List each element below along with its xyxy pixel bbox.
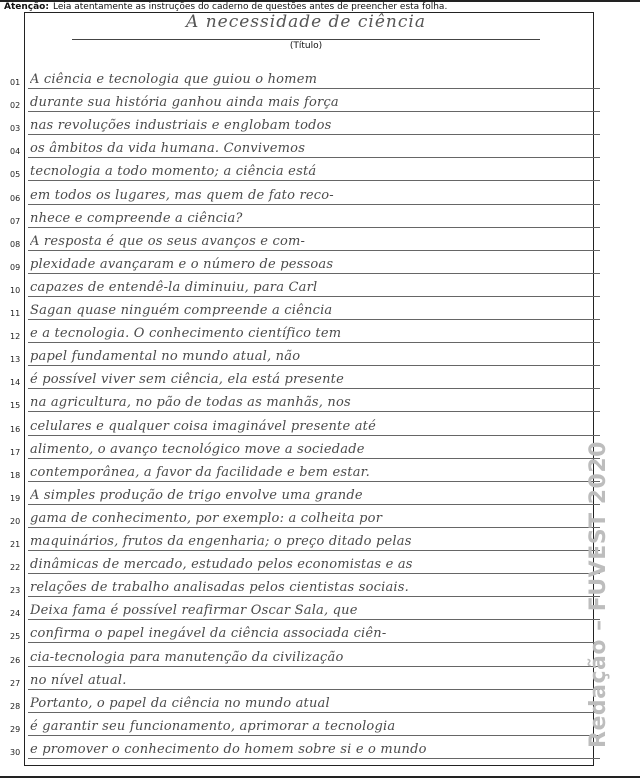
essay-line — [0, 228, 600, 251]
handwritten-text: relações de trabalho analisadas pelos cientistas sociais. — [30, 580, 409, 596]
line-number: 24 — [10, 609, 21, 619]
line-number: 19 — [10, 493, 21, 503]
essay-line — [0, 551, 600, 574]
handwritten-text: celulares e qualquer coisa imaginável presente até — [30, 418, 376, 434]
handwritten-text: Portanto, o papel da ciência no mundo atual — [30, 695, 330, 711]
line-number: 12 — [10, 332, 21, 342]
handwritten-text: e promover o conhecimento do homem sobre si e o mundo — [30, 741, 427, 757]
essay-line — [0, 89, 600, 112]
handwritten-text: papel fundamental no mundo atual, não — [30, 349, 301, 365]
handwritten-text: é possível viver sem ciência, ela está presente — [30, 372, 344, 388]
handwritten-text: os âmbitos da vida humana. Convivemos — [30, 141, 306, 157]
essay-line — [0, 413, 600, 436]
essay-line — [0, 320, 600, 343]
handwritten-text: A resposta é que os seus avanços e com- — [30, 233, 306, 249]
line-number: 05 — [10, 170, 21, 180]
essay-line — [0, 736, 600, 759]
line-number: 10 — [10, 285, 21, 295]
handwritten-text: Sagan quase ninguém compreende a ciência — [30, 303, 333, 319]
essay-line — [0, 274, 600, 297]
handwritten-text: maquinários, frutos da engenharia; o preço ditado pelas — [30, 534, 412, 550]
line-number: 02 — [10, 101, 21, 111]
essay-line — [0, 574, 600, 597]
essay-line — [0, 343, 600, 366]
line-number: 23 — [10, 586, 21, 596]
line-number: 28 — [10, 701, 21, 711]
line-number: 08 — [10, 239, 21, 249]
essay-line — [0, 205, 600, 228]
essay-line — [0, 644, 600, 667]
line-number: 27 — [10, 678, 21, 688]
line-number: 17 — [10, 447, 21, 457]
handwritten-text: no nível atual. — [30, 672, 127, 688]
essay-line — [0, 528, 600, 551]
line-number: 26 — [10, 655, 21, 665]
line-number: 01 — [10, 78, 21, 88]
handwritten-text: alimento, o avanço tecnológico move a sociedade — [30, 441, 365, 457]
essay-line — [0, 690, 600, 713]
essay-line — [0, 182, 600, 205]
essay-line — [0, 297, 600, 320]
handwritten-text: capazes de entendê-la diminuiu, para Carl — [30, 279, 318, 295]
line-number: 20 — [10, 516, 21, 526]
line-number: 22 — [10, 563, 21, 573]
line-number: 15 — [10, 401, 21, 411]
line-number: 29 — [10, 724, 21, 734]
handwritten-text: na agricultura, no pão de todas as manhãs, nos — [30, 395, 351, 411]
essay-line — [0, 251, 600, 274]
essay-line — [0, 713, 600, 736]
line-number: 04 — [10, 147, 21, 157]
watermark: Redação – FUVEST 2020 — [586, 441, 611, 748]
line-number: 14 — [10, 378, 21, 388]
essay-line — [0, 436, 600, 459]
essay-line — [0, 366, 600, 389]
essay-line — [0, 66, 600, 89]
line-number: 03 — [10, 124, 21, 134]
essay-line — [0, 482, 600, 505]
handwritten-text: é garantir seu funcionamento, aprimorar a tecnologia — [30, 718, 396, 734]
handwritten-text: tecnologia a todo momento; a ciência está — [30, 164, 317, 180]
handwritten-text: nhece e compreende a ciência? — [30, 210, 243, 226]
handwritten-text: Deixa fama é possível reafirmar Oscar Sala, que — [30, 603, 358, 619]
essay-title: A necessidade de ciência — [186, 12, 426, 32]
essay-line — [0, 112, 600, 135]
line-rule — [28, 758, 600, 759]
handwritten-text: dinâmicas de mercado, estudado pelos economistas e as — [30, 557, 413, 573]
essay-line — [0, 389, 600, 412]
handwritten-text: e a tecnologia. O conhecimento científico tem — [30, 326, 342, 342]
bottom-border — [0, 776, 640, 778]
handwritten-text: confirma o papel inegável da ciência associada ciên- — [30, 626, 387, 642]
essay-line — [0, 158, 600, 181]
handwritten-text: A simples produção de trigo envolve uma grande — [30, 487, 363, 503]
essay-line — [0, 505, 600, 528]
handwritten-text: nas revoluções industriais e englobam todos — [30, 118, 332, 134]
line-number: 11 — [10, 309, 21, 319]
line-number: 16 — [10, 424, 21, 434]
handwritten-text: plexidade avançaram e o número de pessoas — [30, 256, 334, 272]
line-number: 07 — [10, 216, 21, 226]
line-number: 21 — [10, 540, 21, 550]
essay-line — [0, 597, 600, 620]
essay-line — [0, 620, 600, 643]
notice-text: Leia atentamente as instruções do caderno de questões antes de preencher esta folha. — [52, 2, 448, 12]
line-number: 25 — [10, 632, 21, 642]
line-number: 06 — [10, 193, 21, 203]
handwritten-text: durante sua história ganhou ainda mais força — [30, 95, 339, 111]
title-caption: (Título) — [289, 41, 323, 51]
handwritten-text: A ciência e tecnologia que guiou o homem — [30, 72, 318, 88]
line-number: 09 — [10, 262, 21, 272]
line-number: 13 — [10, 355, 21, 365]
line-number: 30 — [10, 747, 21, 757]
essay-line — [0, 667, 600, 690]
essay-line — [0, 135, 600, 158]
essay-line — [0, 459, 600, 482]
handwritten-text: gama de conhecimento, por exemplo: a colheita por — [30, 510, 383, 526]
line-number: 18 — [10, 470, 21, 480]
handwritten-text: em todos os lugares, mas quem de fato reco- — [30, 187, 334, 203]
handwritten-text: cia-tecnologia para manutenção da civilização — [30, 649, 344, 665]
handwritten-text: contemporânea, a favor da facilidade e bem estar. — [30, 464, 370, 480]
notice-label: Atenção: — [4, 2, 49, 12]
